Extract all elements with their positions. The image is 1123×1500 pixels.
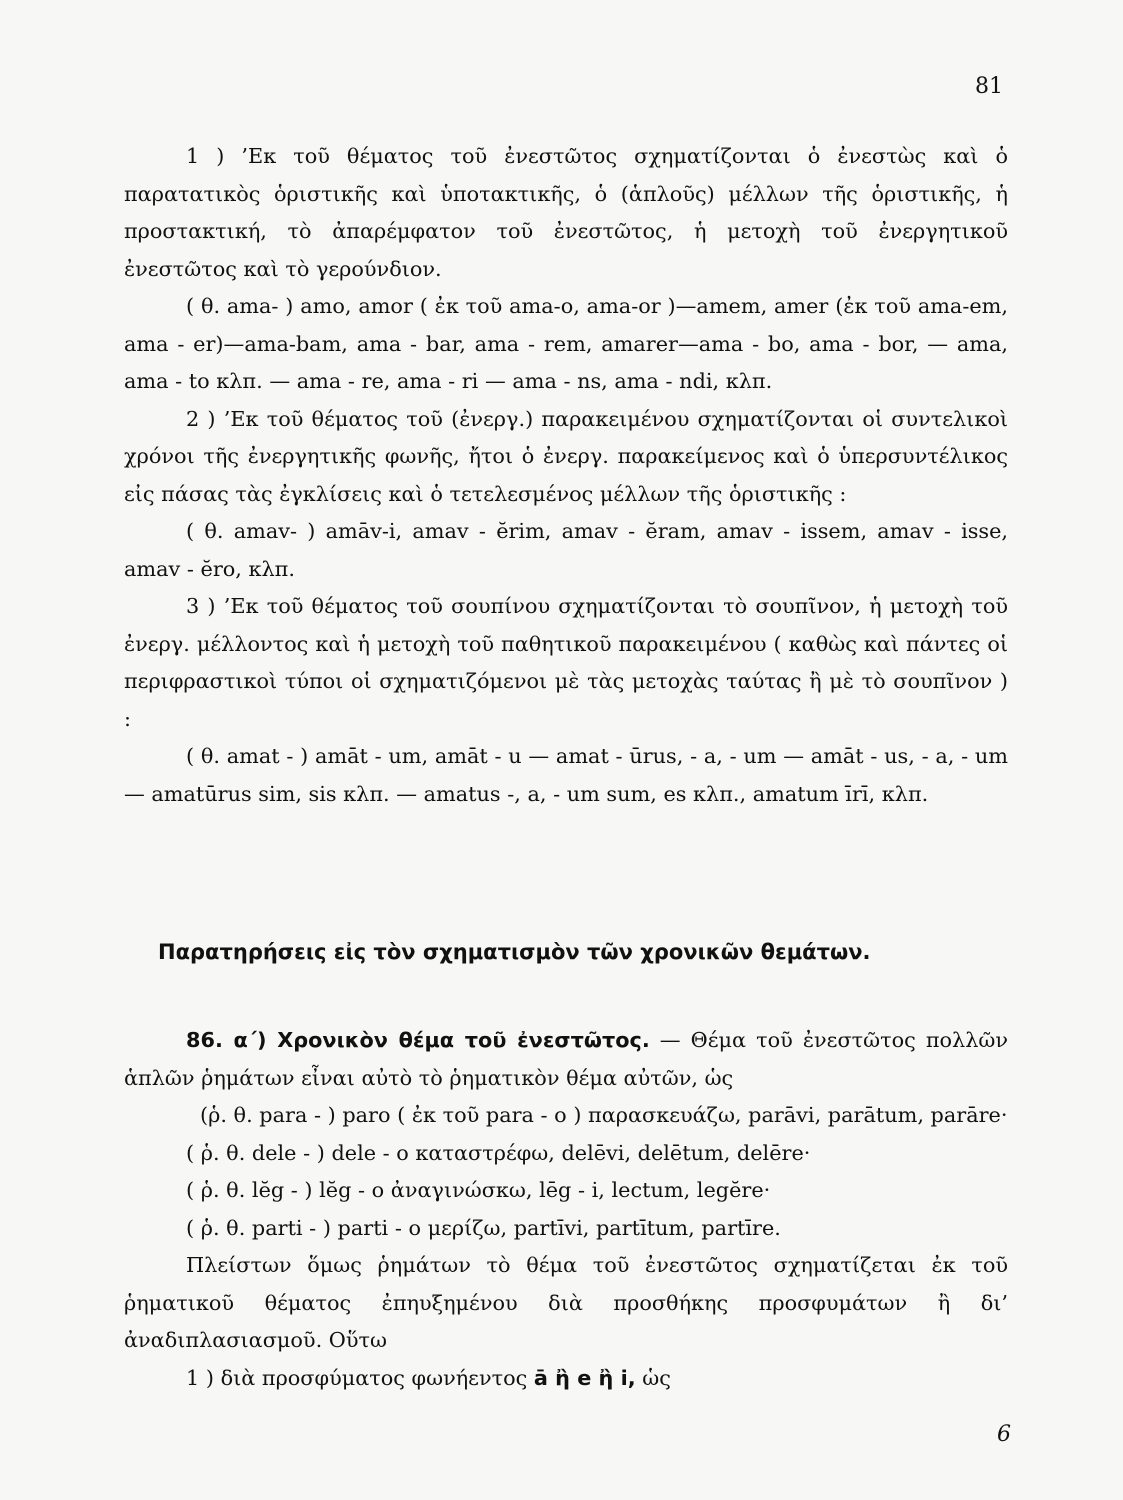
paragraph-supine-stem: 3 ) ’Εκ τοῦ θέματος τοῦ σουπίνου σχηματίζονται τὸ σουπῖνον, ἡ μετοχὴ τοῦ ἐνεργ. μέλλοντος καὶ ἡ μετοχὴ τοῦ παθητικοῦ παρακειμένου ( καθὼς καὶ πάντες οἱ περιφραστικοὶ τύποι οἱ σχηματιζόμενοι μὲ τὰς μετοχὰς ταύτας ἢ μὲ τὸ σουπῖνον ) : <box>124 594 1008 731</box>
paragraph-perfect-stem: 2 ) ’Εκ τοῦ θέματος τοῦ (ἐνεργ.) παρακειμένου σχηματίζονται οἱ συντελικοὶ χρόνοι τῆς ἐνεργητικῆς φωνῆς, ἤτοι ὁ ἐνεργ. παρακείμενος καὶ ὁ ὑπερσυντέλικος εἰς πάσας τὰς ἐγκλίσεις καὶ ὁ τετελεσμένος μέλλων τῆς ὁριστικῆς : <box>124 406 1008 506</box>
example-present-stem: ( θ. ama- ) amo, amor ( ἐκ τοῦ ama-o, ama-or )—amem, amer (ἐκ τοῦ ama-em, ama - er)—ama-bam, ama - bar, ama - rem, amarer—ama - bo, ama - bor, — ama, ama - to κλπ. — ama - re, ama - ri — ama - ns, ama - ndi, κλπ. <box>124 294 1008 393</box>
page-number: 81 <box>975 74 1003 99</box>
lower-text-block <box>124 1022 1008 1397</box>
paragraph-present-stem: 1 ) ’Εκ τοῦ θέματος τοῦ ἐνεστῶτος σχηματίζονται ὁ ἐνεστὼς καὶ ὁ παρατατικὸς ὁριστικῆς καὶ ὑποτακτικῆς, ὁ (ἁπλοῦς) μέλλων τῆς ὁριστικῆς, ἡ προστακτική, τὸ ἀπαρέμφατον τοῦ ἐνεστῶτος, ἡ μετοχὴ τοῦ ἐνεργητικοῦ ἐνεστῶτος καὶ τὸ γερούνδιον. <box>124 144 1008 281</box>
section-heading: Παρατηρήσεις εἰς τὸν σχηματισμὸν τῶν χρονικῶν θεμάτων. <box>158 940 871 964</box>
verb-example: (ῥ. θ. para - ) paro ( ἐκ τοῦ para - o ) παρασκευάζω, parāvi, parātum, parāre· <box>200 1103 1008 1127</box>
signature-mark: 6 <box>997 1422 1011 1447</box>
example-supine-stem: ( θ. amat - ) amāt - um, amāt - u — amat - ūrus, - a, - um — amāt - us, - a, - um — amatūrus sim, sis κλπ. — amatus -, a, - um sum, es κλπ., amatum īrī, κλπ. <box>124 744 1008 806</box>
section-86-text: — Θέμα τοῦ ἐνεστῶτος πολλῶν ἁπλῶν ῥημάτων εἶναι αὐτὸ τὸ ῥηματικὸν θέμα αὐτῶν, ὡς <box>124 1028 1008 1090</box>
section-86-paragraph <box>124 1022 1008 1097</box>
suffix-vowels: ā ἢ e ἢ i, <box>533 1365 636 1390</box>
suffix-end: ὡς <box>635 1365 671 1390</box>
section-86-label: 86. α΄) Χρονικὸν θέμα τοῦ ἐνεστῶτος. <box>186 1028 650 1052</box>
suffix-text: 1 ) διὰ προσφύματος φωνήεντος <box>186 1365 534 1390</box>
verb-example: ( ῥ. θ. parti - ) parti - o μερίζω, partīvi, partītum, partīre. <box>186 1215 781 1240</box>
paragraph-suffix-vowel <box>124 1360 1008 1398</box>
upper-text-block <box>124 138 1008 813</box>
verb-example: ( ῥ. θ. dele - ) dele - o καταστρέφω, delēvi, delētum, delēre· <box>186 1140 811 1165</box>
verb-example: ( ῥ. θ. lĕg - ) lĕg - o ἀναγινώσκω, lēg - i, lectum, legĕre· <box>186 1178 771 1202</box>
paragraph-stem-formation: Πλείστων ὅμως ῥημάτων τὸ θέμα τοῦ ἐνεστῶτος σχηματίζεται ἐκ τοῦ ῥηματικοῦ θέματος ἐπηυξημένου διὰ προσθήκης προσφυμάτων ἢ δι’ ἀναδιπλασιασμοῦ. Οὕτω <box>124 1253 1008 1352</box>
example-perfect-stem: ( θ. amav- ) amāv-i, amav - ĕrim, amav - ĕram, amav - issem, amav - isse, amav - ĕro, κλπ. <box>124 519 1008 581</box>
